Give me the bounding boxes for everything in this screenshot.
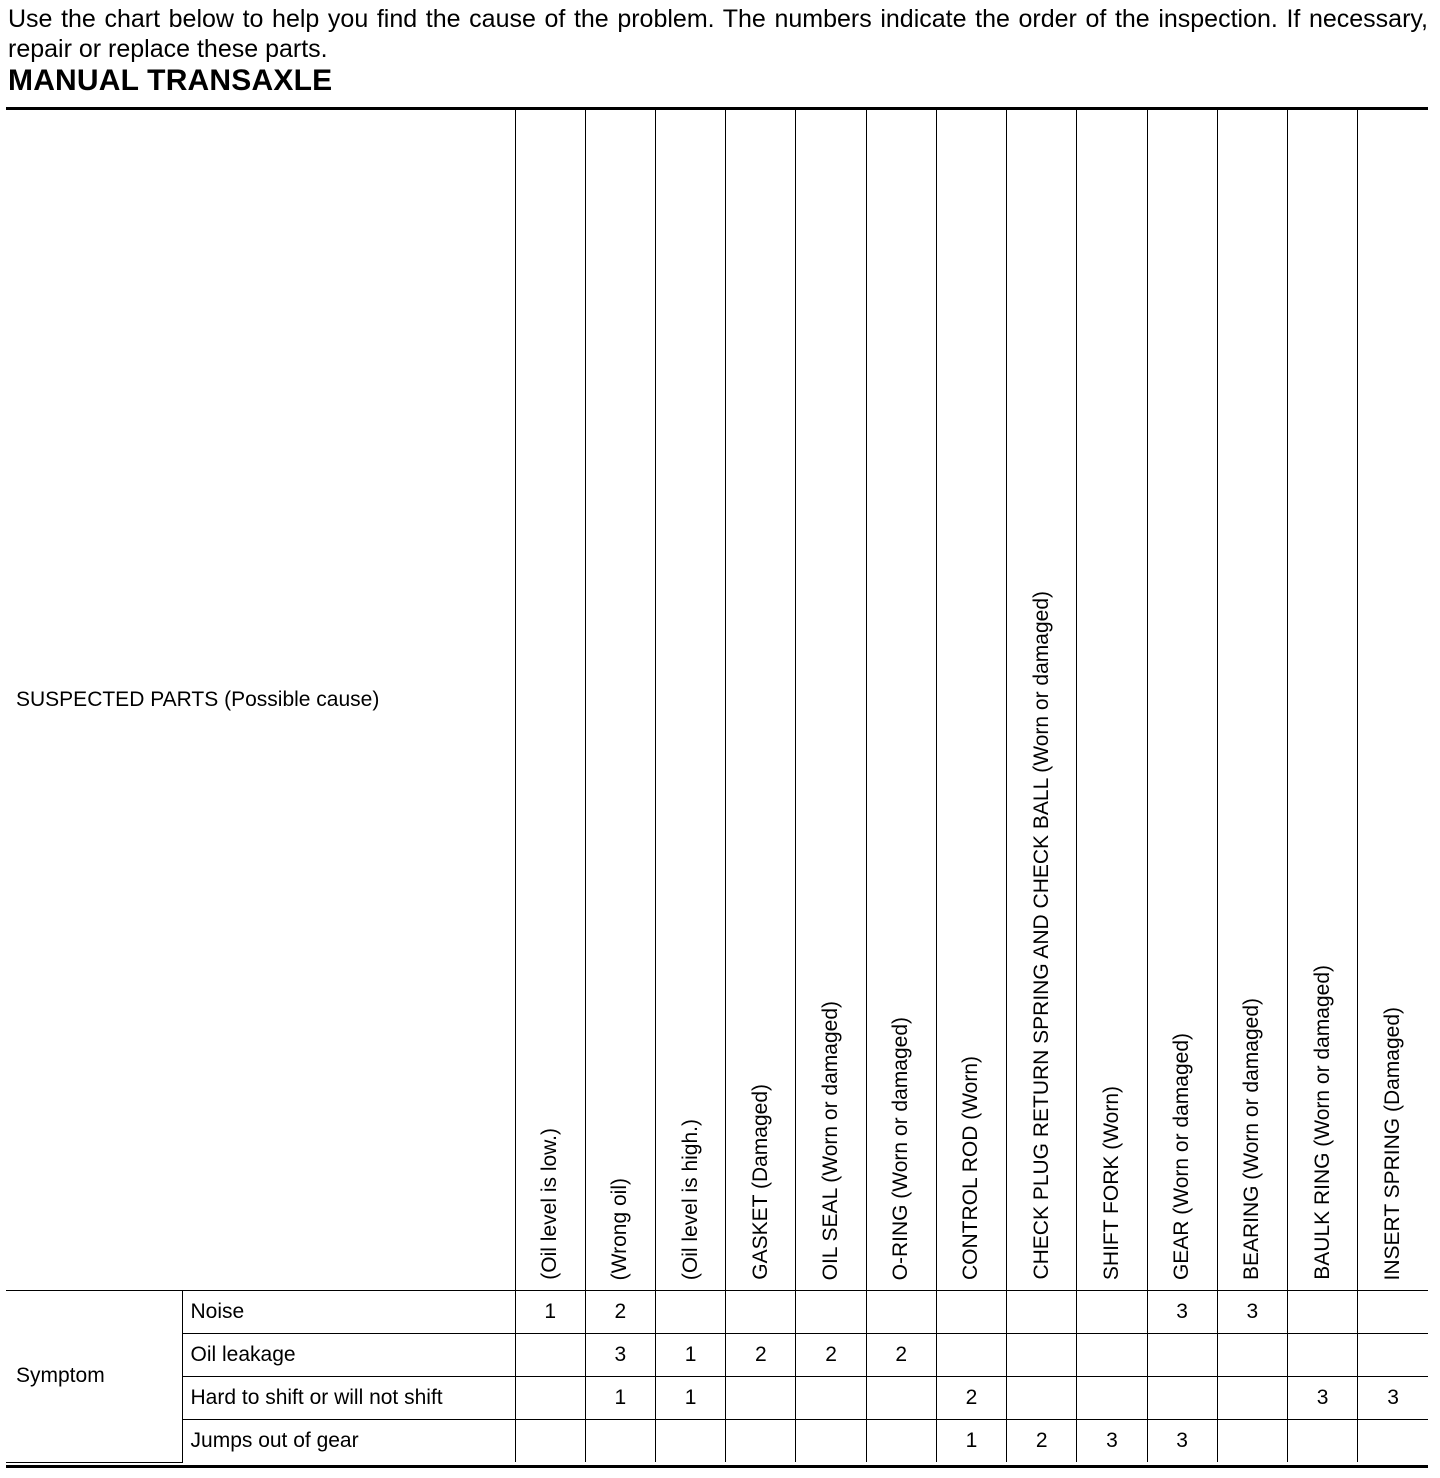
column-header xyxy=(1287,110,1357,1291)
header-row xyxy=(6,110,1428,1291)
section-heading: MANUAL TRANSAXLE xyxy=(8,64,333,97)
column-header xyxy=(1077,110,1147,1291)
column-header xyxy=(585,110,655,1291)
inspection-order-cell: 1 xyxy=(936,1420,1006,1463)
column-header-label: (Oil level is low.) xyxy=(538,1128,562,1280)
intro-text: Use the chart below to help you find the cause of the problem. The numbers indicate the order of the inspection. If necessary, repair or replace these parts. xyxy=(8,5,1428,63)
column-header-label: (Oil level is high.) xyxy=(678,1118,702,1280)
inspection-order-cell xyxy=(1358,1334,1428,1377)
table-row xyxy=(6,1291,1428,1334)
symptom-label: Symptom xyxy=(6,1291,182,1463)
bottom-rule xyxy=(6,1465,1428,1468)
inspection-order-cell xyxy=(585,1420,655,1463)
inspection-order-cell xyxy=(1217,1334,1287,1377)
inspection-order-cell: 3 xyxy=(1287,1377,1357,1420)
column-header xyxy=(936,110,1006,1291)
column-header-label: O-RING (Worn or damaged) xyxy=(889,1016,913,1280)
inspection-order-cell: 3 xyxy=(1147,1420,1217,1463)
inspection-order-cell: 2 xyxy=(796,1334,866,1377)
inspection-order-cell xyxy=(726,1420,796,1463)
inspection-order-cell xyxy=(1358,1291,1428,1334)
inspection-order-cell: 2 xyxy=(1007,1420,1077,1463)
inspection-order-cell: 2 xyxy=(936,1377,1006,1420)
column-header-label: INSERT SPRING (Damaged) xyxy=(1381,1006,1405,1280)
inspection-order-cell xyxy=(515,1377,585,1420)
inspection-order-cell xyxy=(796,1420,866,1463)
inspection-order-cell xyxy=(1077,1334,1147,1377)
inspection-order-cell xyxy=(796,1377,866,1420)
column-header-label: OIL SEAL (Worn or damaged) xyxy=(819,1000,843,1280)
inspection-order-cell xyxy=(1287,1420,1357,1463)
inspection-order-cell: 1 xyxy=(655,1334,725,1377)
inspection-order-cell: 1 xyxy=(655,1377,725,1420)
inspection-order-cell: 3 xyxy=(1358,1377,1428,1420)
column-header xyxy=(515,110,585,1291)
column-header xyxy=(1358,110,1428,1291)
column-header-label: SHIFT FORK (Worn) xyxy=(1099,1085,1123,1280)
inspection-order-cell: 3 xyxy=(1147,1291,1217,1334)
inspection-order-cell xyxy=(1147,1377,1217,1420)
symptom-row-label: Noise xyxy=(182,1291,515,1334)
inspection-order-cell: 3 xyxy=(585,1334,655,1377)
inspection-order-cell: 3 xyxy=(1217,1291,1287,1334)
column-header xyxy=(726,110,796,1291)
inspection-order-cell xyxy=(726,1291,796,1334)
inspection-order-cell xyxy=(515,1420,585,1463)
symptom-row-label: Oil leakage xyxy=(182,1334,515,1377)
inspection-order-cell xyxy=(936,1334,1006,1377)
symptom-row-label: Hard to shift or will not shift xyxy=(182,1377,515,1420)
inspection-order-cell: 1 xyxy=(515,1291,585,1334)
table-row xyxy=(6,1377,1428,1420)
column-header xyxy=(655,110,725,1291)
column-header-label: BAULK RING (Worn or damaged) xyxy=(1310,965,1334,1280)
column-header-label: CONTROL ROD (Worn) xyxy=(959,1055,983,1280)
inspection-order-cell xyxy=(1287,1334,1357,1377)
column-header-label: GEAR (Worn or damaged) xyxy=(1170,1032,1194,1280)
column-header xyxy=(1217,110,1287,1291)
column-header-label: CHECK PLUG RETURN SPRING AND CHECK BALL (Worn or damaged) xyxy=(1029,591,1053,1280)
column-header xyxy=(1007,110,1077,1291)
inspection-order-cell xyxy=(1007,1334,1077,1377)
inspection-order-cell xyxy=(1217,1377,1287,1420)
troubleshooting-table xyxy=(6,110,1428,1463)
inspection-order-cell xyxy=(515,1334,585,1377)
column-header-label: GASKET (Damaged) xyxy=(748,1084,772,1280)
table-row xyxy=(6,1334,1428,1377)
inspection-order-cell xyxy=(1007,1377,1077,1420)
column-header-label: (Wrong oil) xyxy=(608,1177,632,1280)
inspection-order-cell xyxy=(1077,1291,1147,1334)
inspection-order-cell: 1 xyxy=(585,1377,655,1420)
inspection-order-cell xyxy=(936,1291,1006,1334)
column-header-label: BEARING (Worn or damaged) xyxy=(1240,997,1264,1280)
table-row xyxy=(6,1420,1428,1463)
inspection-order-cell xyxy=(866,1291,936,1334)
symptom-row-label: Jumps out of gear xyxy=(182,1420,515,1463)
inspection-order-cell: 2 xyxy=(726,1334,796,1377)
inspection-order-cell xyxy=(1077,1377,1147,1420)
inspection-order-cell xyxy=(726,1377,796,1420)
inspection-order-cell xyxy=(1358,1420,1428,1463)
inspection-order-cell xyxy=(866,1420,936,1463)
inspection-order-cell: 3 xyxy=(1077,1420,1147,1463)
inspection-order-cell: 2 xyxy=(585,1291,655,1334)
inspection-order-cell xyxy=(1007,1291,1077,1334)
inspection-order-cell xyxy=(1217,1420,1287,1463)
inspection-order-cell xyxy=(655,1291,725,1334)
inspection-order-cell xyxy=(1147,1334,1217,1377)
inspection-order-cell xyxy=(796,1291,866,1334)
inspection-order-cell xyxy=(866,1377,936,1420)
column-header xyxy=(1147,110,1217,1291)
column-header xyxy=(866,110,936,1291)
column-header xyxy=(796,110,866,1291)
suspected-parts-label: SUSPECTED PARTS (Possible cause) xyxy=(6,110,515,1291)
inspection-order-cell xyxy=(655,1420,725,1463)
inspection-order-cell: 2 xyxy=(866,1334,936,1377)
inspection-order-cell xyxy=(1287,1291,1357,1334)
